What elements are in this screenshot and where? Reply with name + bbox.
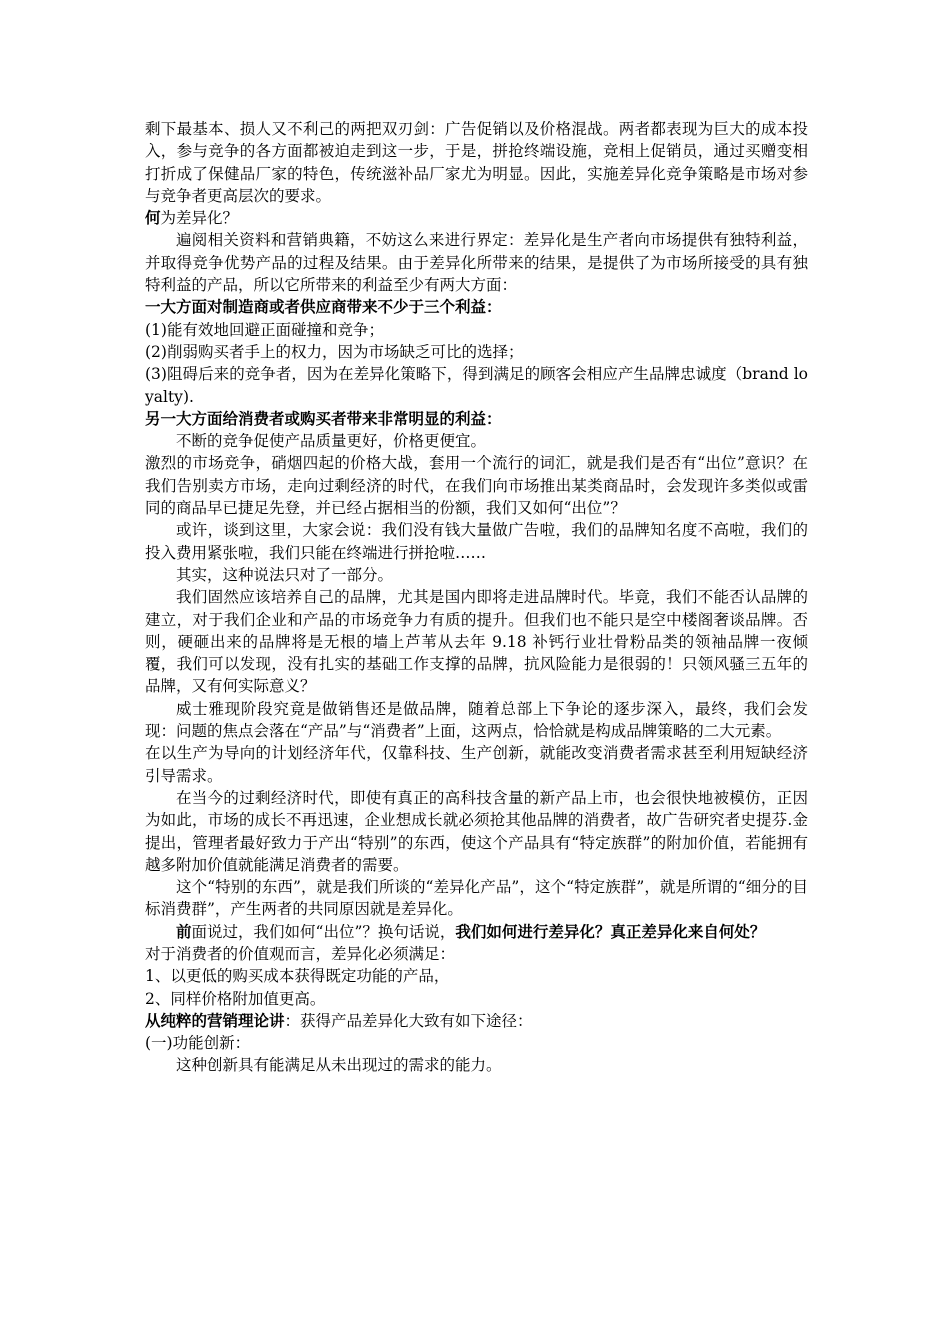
paragraph-mixed bbox=[145, 1010, 808, 1032]
paragraph: 这种创新具有能满足从未出现过的需求的能力。 bbox=[176, 1056, 502, 1075]
bold-lead: 从纯粹的营销理论讲 bbox=[145, 1010, 285, 1030]
paragraph: 在以生产为导向的计划经济年代，仅靠科技、生产创新，就能改变消费者需求甚至利用短缺经济引导需求。 bbox=[145, 744, 808, 785]
paragraph: 在当今的过剩经济时代，即使有真正的高科技含量的新产品上市，也会很快地被模仿，正因为如此，市场的成长不再迅速，企业想成长就必须抢其他品牌的消费者，故广告研究者史提芬.金提出，管理者最好致力于产出“特别”的东西，使这个产品具有“特定族群”的附加价值，若能拥有越多附加价值就能满足消费者的需要。 bbox=[145, 788, 808, 874]
paragraph: 激烈的市场竞争，硝烟四起的价格大战，套用一个流行的词汇，就是我们是否有“出位”意识？在我们告别卖方市场，走向过剩经济的时代，在我们向市场推出某类商品时，会发现许多类似或雷同的商品早已捷足先登，并已经占据相当的份额，我们又如何“出位”？ bbox=[145, 454, 808, 518]
heading-rest: 为差异化？ bbox=[160, 209, 239, 228]
paragraph: 其实，这种说法只对了一部分。 bbox=[176, 565, 394, 584]
paragraph-heading bbox=[145, 207, 808, 229]
bold-initial: 前 bbox=[176, 921, 192, 941]
list-item: (3)阻碍后来的竞争者，因为在差异化策略下，得到满足的顾客会相应产生品牌忠诚度（brand loyalty). bbox=[145, 365, 808, 406]
paragraph: 对于消费者的价值观而言，差异化必须满足： bbox=[145, 944, 456, 963]
subsection-heading: (一)功能创新： bbox=[145, 1034, 251, 1053]
bold-question: 我们如何进行差异化？真正差异化来自何处？ bbox=[455, 921, 766, 941]
paragraph: 我们固然应该培养自己的品牌，尤其是国内即将走进品牌时代。毕竟，我们不能否认品牌的建立，对于我们企业和产品的市场竞争力有质的提升。但我们也不能只是空中楼阁奢谈品牌。否则，硬砸出来的品牌将是无根的墙上芦苇从去年 9.18 补钙行业壮骨粉品类的领袖品牌一夜倾覆，我们可以发现，没有扎实的基础工作支撑的品牌，抗风险能力是很弱的！只领风骚三五年的品牌，又有何实际意义？ bbox=[145, 588, 808, 696]
document-page bbox=[145, 118, 808, 1077]
paragraph: 剩下最基本、损人又不利己的两把双刃剑：广告促销以及价格混战。两者都表现为巨大的成本投入，参与竞争的各方面都被迫走到这一步，于是，拼抢终端设施，竞相上促销员，通过买赠变相打折成了保健品厂家的特色，传统滋补品厂家尤为明显。因此，实施差异化竞争策略是市场对参与竞争者更高层次的要求。 bbox=[145, 120, 808, 205]
paragraph: 或许，谈到这里，大家会说：我们没有钱大量做广告啦，我们的品牌知名度不高啦，我们的投入费用紧张啦，我们只能在终端进行拼抢啦…… bbox=[145, 521, 808, 562]
list-item: 2、同样价格附加值更高。 bbox=[145, 989, 326, 1008]
section-heading: 一大方面对制造商或者供应商带来不少于三个利益： bbox=[145, 297, 502, 317]
section-heading: 另一大方面给消费者或购买者带来非常明显的利益： bbox=[145, 408, 502, 428]
heading-initial: 何 bbox=[145, 208, 161, 228]
paragraph: 遍阅相关资料和营销典籍，不妨这么来进行界定：差异化是生产者向市场提供有独特利益，并取得竞争优势产品的过程及结果。由于差异化所带来的结果，是提供了为市场所接受的具有独特利益的产品，所以它所带来的利益至少有两大方面： bbox=[145, 231, 808, 295]
normal-text: 面说过，我们如何“出位”？换句话说， bbox=[191, 922, 456, 941]
normal-text: ：获得产品差异化大致有如下途径： bbox=[284, 1011, 533, 1030]
list-item: (2)削弱购买者手上的权力，因为市场缺乏可比的选择； bbox=[145, 342, 524, 361]
list-item: (1)能有效地回避正面碰撞和竞争； bbox=[145, 320, 384, 339]
paragraph: 这个“特别的东西”，就是我们所谈的“差异化产品”，这个“特定族群”，就是所谓的“细分的目标消费群”，产生两者的共同原因就是差异化。 bbox=[145, 878, 808, 919]
paragraph: 不断的竞争促使产品质量更好，价格更便宜。 bbox=[176, 432, 487, 451]
paragraph: 威士雅现阶段究竟是做销售还是做品牌，随着总部上下争论的逐步深入，最终，我们会发现：问题的焦点会落在“产品”与“消费者”上面，这两点，恰恰就是构成品牌策略的二大元素。 bbox=[145, 699, 808, 741]
paragraph-mixed bbox=[145, 921, 808, 943]
list-item: 1、以更低的购买成本获得既定功能的产品， bbox=[145, 967, 450, 986]
